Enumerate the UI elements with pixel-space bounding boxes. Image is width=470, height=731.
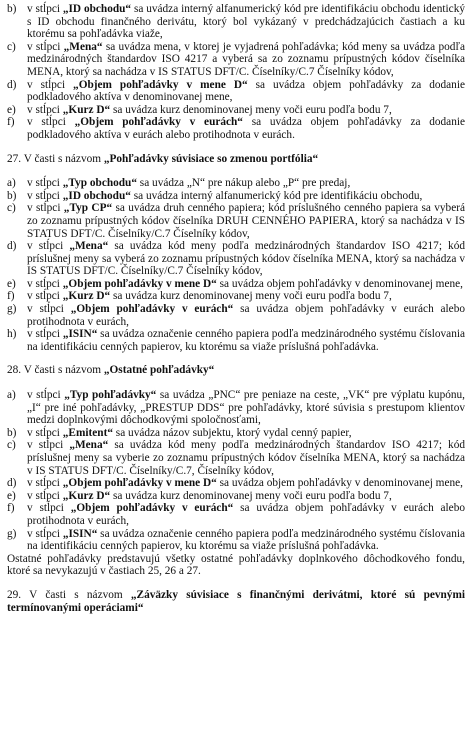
- list-item-lead: v stĺpci: [27, 489, 63, 502]
- section-28-closing-paragraph: Ostatné pohľadávky predstavujú všetky ostatné pohľadávky doplnkového dôchodkového fondu, ktoré sa nevykazujú v častiach 25, 26 a 27.: [7, 552, 465, 578]
- section-29-heading-prefix: 29. V časti s názvom: [7, 588, 131, 601]
- list-item-description: sa uvádza označenie cenného papiera podľa medzinárodného systému číslovania na identifikáciu cenných papierov, ku ktorému sa viaže príslušná pohľadávka.: [27, 527, 465, 553]
- list-item-lead: v stĺpci: [27, 527, 63, 540]
- list-item-marker: a): [7, 389, 16, 402]
- list-item-column-name: „Kurz D“: [62, 290, 111, 303]
- list-item-column-name: „Objem pohľadávky v eurách“: [74, 116, 243, 129]
- list-item-column-name: „Kurz D“: [62, 489, 111, 502]
- list-item-text: [27, 41, 465, 79]
- list-item-description: sa uvádza objem pohľadávky v denominovanej mene,: [216, 477, 463, 490]
- section-28-heading-prefix: 28. V časti s názvom: [7, 364, 104, 377]
- list-item-column-name: „Typ CP“: [63, 202, 113, 215]
- list-item-text: [27, 502, 465, 527]
- list-item-lead: v stĺpci: [27, 477, 63, 490]
- list-item-description: sa uvádza interný alfanumerický kód pre identifikáciu obchodu,: [130, 189, 423, 202]
- list-item: [7, 502, 465, 527]
- list-item: [7, 528, 465, 553]
- list-item-text: [27, 278, 465, 291]
- list-item-text: [27, 104, 465, 117]
- list-item-text: [27, 290, 465, 303]
- list-item-column-name: „Mena“: [69, 439, 109, 452]
- list-item-lead: v stĺpci: [27, 303, 71, 316]
- section-28-list: [7, 389, 465, 553]
- list-item-column-name: „Mena“: [69, 240, 109, 253]
- list-item-text: [27, 328, 465, 353]
- list-item-marker: b): [7, 189, 17, 202]
- list-item-description: sa uvádza mena, v ktorej je vyjadrená pohľadávka; kód meny sa uvádza podľa medzinárodných štandardov ISO 4217 a vyberá sa zo zoznamu prípustných kódov číselníka MENA, ktorý sa nachádza v IS STATUS DFT/C. Číselníky/C.7 Číselníky kódov,: [27, 40, 465, 78]
- list-item-marker: g): [7, 303, 17, 316]
- list-item: [7, 41, 465, 79]
- list-item: [7, 116, 465, 141]
- list-item-lead: v stĺpci: [27, 502, 71, 515]
- list-item-description: sa uvádza kurz denominovanej meny voči euru podľa bodu 7,: [110, 103, 392, 116]
- list-item-marker: g): [7, 527, 17, 540]
- list-item-lead: v stĺpci: [27, 116, 75, 129]
- list-item-column-name: „Objem pohľadávky v mene D“: [62, 277, 217, 290]
- list-item-marker: f): [7, 502, 15, 515]
- list-item: [7, 202, 465, 240]
- list-item-column-name: „ID obchodu“: [62, 3, 132, 15]
- section-29-heading-title: „Záväzky súvisiace s finančnými derivátmi, ktoré sú pevnými termínovanými operáciami“: [7, 588, 466, 614]
- list-item-description: sa uvádza kód meny podľa medzinárodných štandardov ISO 4217; kód príslušnej meny sa vyberie zo zoznamu prípustných kódov číselníka MENA, ktorý sa nachádza v IS STATUS DFT/C. Číselníky/C.7, Číselníky kódov,: [27, 439, 465, 477]
- list-item-description: sa uvádza druh cenného papiera; kód príslušného cenného papiera sa vyberá zo zoznamu prípustných kódov číselníka DRUH CENNÉHO PAPIERA, ktorý sa nachádza v IS STATUS DFT/C. Číselníky/C.7 Číselníky kódov,: [27, 202, 465, 240]
- list-item-description: sa uvádza označenie cenného papiera podľa medzinárodného systému číslovania na identifikáciu cenných papierov, ku ktorému sa viaže príslušná pohľadávka.: [27, 328, 465, 353]
- list-item-lead: v stĺpci: [27, 40, 64, 53]
- list-item-lead: v stĺpci: [27, 189, 63, 202]
- list-item-description: sa uvádza kód meny podľa medzinárodných štandardov ISO 4217; kód príslušnej meny sa vyberá zo zoznamu prípustných kódov číselníka MENA, ktorý sa nachádza v IS STATUS DFT/C. Číselníky/C.7 Číselníky kódov,: [27, 240, 465, 278]
- list-item-column-name: „Objem pohľadávky v eurách“: [70, 303, 234, 316]
- list-item-description: sa uvádza názov subjektu, ktorý vydal cenný papier,: [112, 426, 352, 439]
- list-item-description: sa uvádza objem pohľadávky v denominovanej mene,: [216, 277, 463, 290]
- list-item-text: [27, 240, 465, 278]
- list-item-description: sa uvádza objem pohľadávky v eurách alebo protihodnota v eurách,: [27, 502, 465, 527]
- list-item-lead: v stĺpci: [27, 290, 63, 303]
- list-item-lead: v stĺpci: [27, 202, 64, 215]
- list-item: [7, 303, 465, 328]
- list-item-marker: d): [7, 240, 17, 253]
- section-27-heading-title: „Pohľadávky súvisiace so zmenou portfólia“: [103, 152, 319, 165]
- list-item-text: [27, 439, 465, 477]
- list-item-lead: v stĺpci: [27, 439, 70, 452]
- list-item-text: [27, 116, 465, 141]
- list-item-description: sa uvádza „N“ pre nákup alebo „P“ pre predaj,: [136, 177, 351, 190]
- list-item-column-name: „Emitent“: [62, 426, 113, 439]
- section-27-list: [7, 177, 465, 353]
- list-item: [7, 79, 465, 104]
- list-item: [7, 104, 465, 117]
- list-item: [7, 177, 465, 190]
- list-item-column-name: „Typ pohľadávky“: [64, 389, 157, 402]
- list-item-marker: d): [7, 78, 17, 91]
- list-item-marker: a): [7, 177, 16, 190]
- list-item-column-name: „Mena“: [63, 40, 103, 53]
- section-29-heading: [7, 589, 465, 614]
- list-item-marker: h): [7, 328, 17, 341]
- list-item-text: [27, 490, 465, 503]
- section-27-heading: [7, 153, 465, 166]
- list-item: [7, 190, 465, 203]
- list-item-marker: f): [7, 290, 15, 303]
- list-item-text: [27, 303, 465, 328]
- list-item: [7, 477, 465, 490]
- section-28-heading: [7, 364, 465, 377]
- list-item-column-name: „Objem pohľadávky v eurách“: [70, 502, 234, 515]
- list-item-description: sa uvádza kurz denominovanej meny voči euru podľa bodu 7,: [110, 489, 392, 502]
- list-item-lead: v stĺpci: [27, 103, 63, 116]
- list-item-column-name: „Typ obchodu“: [62, 177, 137, 190]
- list-item: [7, 439, 465, 477]
- list-item-text: [27, 79, 465, 104]
- list-item-marker: e): [7, 489, 16, 502]
- list-item-column-name: „Objem pohľadávky v mene D“: [73, 78, 248, 91]
- list-item-lead: v stĺpci: [27, 328, 63, 341]
- list-item-lead: v stĺpci: [27, 177, 63, 190]
- list-item-lead: v stĺpci: [27, 3, 63, 15]
- list-item-marker: c): [7, 439, 16, 452]
- list-item-marker: e): [7, 277, 16, 290]
- list-item-description: sa uvádza objem pohľadávky za dodanie podkladového aktíva v denominovanej mene,: [27, 78, 465, 104]
- list-item-column-name: „ISIN“: [62, 527, 98, 540]
- list-item-marker: b): [7, 426, 17, 439]
- list-item-text: [27, 3, 465, 41]
- list-item-lead: v stĺpci: [27, 426, 63, 439]
- list-item-description: sa uvádza interný alfanumerický kód pre identifikáciu obchodu identický s ID obchodu finančného derivátu, ktorý bol vykázaný v predchádzajúcich častiach a ku ktorému sa pohľadávka viaže,: [27, 3, 465, 41]
- list-item-marker: b): [7, 3, 17, 15]
- list-item-description: sa uvádza objem pohľadávky v eurách alebo protihodnota v eurách,: [27, 303, 465, 328]
- list-item-column-name: „ID obchodu“: [62, 189, 131, 202]
- list-item-text: [27, 177, 465, 190]
- section-27-heading-prefix: 27. V časti s názvom: [7, 152, 104, 165]
- list-item: [7, 490, 465, 503]
- list-item-description: sa uvádza „PNC“ pre peniaze na ceste, „VK“ pre výplatu kupónu, „I“ pre iné pohľadávky, „PRESTUP DDS“ pre pohľadávky, ktoré súvisia s prestupom klientov medzi doplnkovými dôchodkovými spoločnosťami,: [27, 389, 465, 427]
- list-item-text: [27, 528, 465, 553]
- list-item: [7, 278, 465, 291]
- list-item-lead: v stĺpci: [27, 277, 63, 290]
- list-item: [7, 240, 465, 278]
- section-26-list: [7, 3, 465, 142]
- list-item-text: [27, 427, 465, 440]
- list-item-column-name: „Kurz D“: [62, 103, 111, 116]
- list-item-text: [27, 389, 465, 427]
- list-item-description: sa uvádza objem pohľadávky za dodanie podkladového aktíva v eurách alebo protihodnota v eurách.: [27, 116, 465, 141]
- list-item: [7, 290, 465, 303]
- list-item: [7, 427, 465, 440]
- list-item-marker: c): [7, 40, 16, 53]
- list-item-lead: v stĺpci: [27, 389, 65, 402]
- list-item-marker: d): [7, 477, 17, 490]
- list-item-marker: c): [7, 202, 16, 215]
- document-page: [7, 3, 465, 626]
- list-item-text: [27, 202, 465, 240]
- list-item: [7, 389, 465, 427]
- list-item: [7, 328, 465, 353]
- list-item-text: [27, 477, 465, 490]
- list-item-marker: f): [7, 116, 15, 129]
- section-28-heading-title: „Ostatné pohľadávky“: [103, 364, 215, 377]
- list-item-marker: e): [7, 103, 16, 116]
- list-item-text: [27, 190, 465, 203]
- list-item: [7, 3, 465, 41]
- list-item-column-name: „ISIN“: [62, 328, 98, 341]
- list-item-description: sa uvádza kurz denominovanej meny voči euru podľa bodu 7,: [110, 290, 392, 303]
- list-item-lead: v stĺpci: [27, 78, 74, 91]
- list-item-lead: v stĺpci: [27, 240, 70, 253]
- list-item-column-name: „Objem pohľadávky v mene D“: [62, 477, 217, 490]
